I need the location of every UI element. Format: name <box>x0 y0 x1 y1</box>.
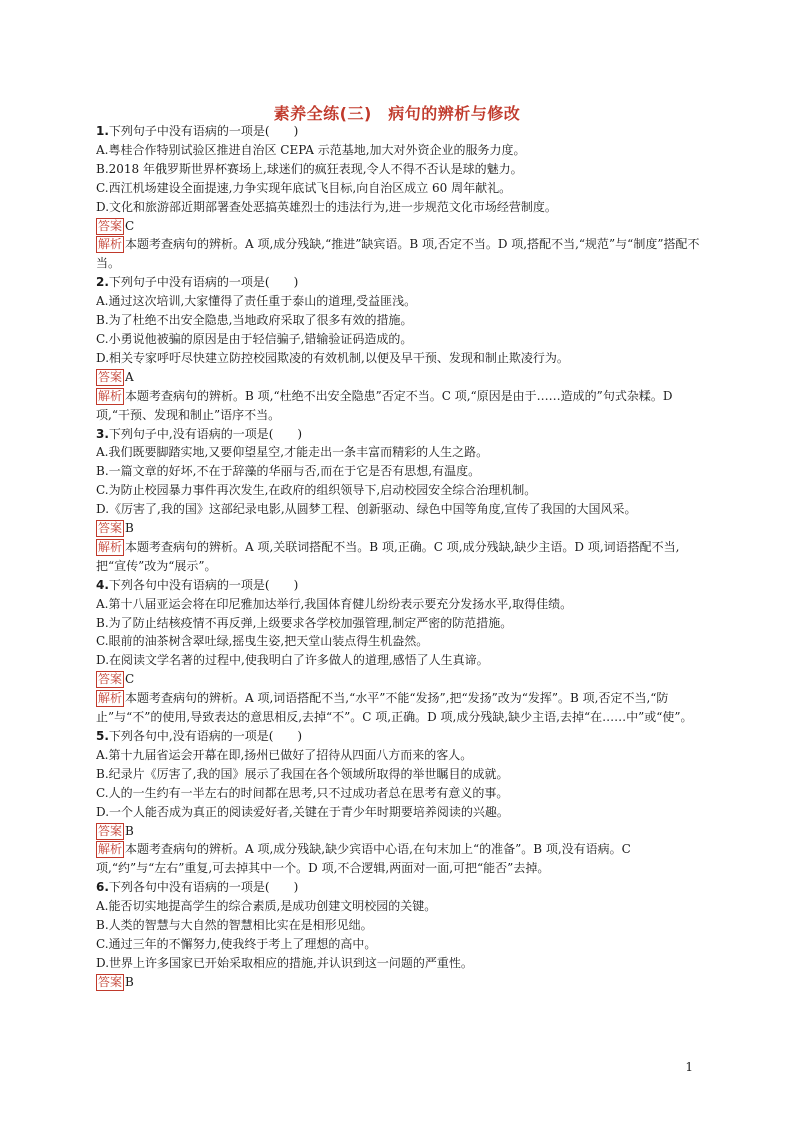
analysis-tag: 解析 <box>98 237 123 252</box>
answer-value: C <box>125 672 135 687</box>
question-2 <box>96 273 700 424</box>
analysis-tag: 解析 <box>98 388 123 403</box>
option-c: C.眼前的油茶树含翠吐绿,摇曳生姿,把天堂山装点得生机盎然。 <box>96 634 429 649</box>
analysis-text: 本题考查病句的辨析。A 项,成分残缺,缺少宾语中心语,在句末加上“的准备”。B 项,没有语病。C 项,“约”与“左右”重复,可去掉其中一个。D 项,不合逻辑,两面对一面,可把“能否”去掉。 <box>96 842 631 876</box>
option-d: D.《厉害了,我的国》这部纪录电影,从圆梦工程、创新驱动、绿色中国等角度,宣传了我国的大国风采。 <box>96 502 637 517</box>
option-a: A.粤桂合作特别试验区推进自治区 CEPA 示范基地,加大对外资企业的服务力度。 <box>96 142 526 157</box>
analysis-tag: 解析 <box>98 842 123 857</box>
analysis-text: 本题考查病句的辨析。A 项,词语搭配不当,“水平”不能“发扬”,把“发扬”改为“发挥”。B 项,否定不当,“防止”与“不”的使用,导致表达的意思相反,去掉“不”。C 项,正确。D 项,成分残缺,缺少主语,去掉“在……中”或“使”。 <box>96 691 693 725</box>
answer-value: B <box>125 823 134 838</box>
option-d: D.相关专家呼吁尽快建立防控校园欺凌的有效机制,以便及早干预、发现和制止欺凌行为。 <box>96 350 569 365</box>
option-a: A.通过这次培训,大家懂得了责任重于泰山的道理,受益匪浅。 <box>96 294 417 309</box>
question-3 <box>96 425 700 576</box>
question-number: 3. <box>96 426 109 441</box>
answer-tag: 答案 <box>98 974 123 989</box>
question-stem: 下列句子中,没有语病的一项是( ) <box>108 426 303 441</box>
analysis-text: 本题考查病句的辨析。B 项,“杜绝不出安全隐患”否定不当。C 项,“原因是由于……造成的”句式杂糅。D 项,“干预、发现和制止”语序不当。 <box>96 388 673 422</box>
page-number: 1 <box>685 1060 693 1074</box>
question-4 <box>96 576 700 727</box>
question-6 <box>96 878 700 991</box>
question-number: 2. <box>96 275 109 290</box>
option-b: B.纪录片《厉害了,我的国》展示了我国在各个领域所取得的举世瞩目的成就。 <box>96 766 509 781</box>
analysis-row <box>96 840 700 878</box>
question-5 <box>96 727 700 878</box>
analysis-row <box>96 689 700 727</box>
answer-tag: 答案 <box>98 521 123 536</box>
option-d: D.世界上许多国家已开始采取相应的措施,并认识到这一问题的严重性。 <box>96 955 473 970</box>
option-c: C.西江机场建设全面提速,力争实现年底试飞目标,向自治区成立 60 周年献礼。 <box>96 180 512 195</box>
answer-row <box>96 519 700 538</box>
analysis-row <box>96 538 700 576</box>
option-c: C.为防止校园暴力事件再次发生,在政府的组织领导下,启动校园安全综合治理机制。 <box>96 483 537 498</box>
answer-tag: 答案 <box>98 823 123 838</box>
question-stem: 下列各句中没有语病的一项是( ) <box>108 880 299 895</box>
answer-value: B <box>125 521 134 536</box>
option-a: A.我们既要脚踏实地,又要仰望星空,才能走出一条丰富而精彩的人生之路。 <box>96 445 489 460</box>
page-title: 素养全练(三) 病句的辨析与修改 <box>273 104 521 123</box>
answer-tag: 答案 <box>98 369 123 384</box>
analysis-tag: 解析 <box>98 691 123 706</box>
answer-value: B <box>125 974 134 989</box>
analysis-text: 本题考查病句的辨析。A 项,关联词搭配不当。B 项,正确。C 项,成分残缺,缺少主语。D 项,词语搭配不当,把“宣传”改为“展示”。 <box>96 539 680 573</box>
question-stem: 下列各句中没有语病的一项是( ) <box>108 577 299 592</box>
analysis-row <box>96 235 700 273</box>
answer-row <box>96 670 700 689</box>
question-stem: 下列各句中,没有语病的一项是( ) <box>108 729 303 743</box>
question-1 <box>96 122 700 273</box>
option-a: A.第十九届省运会开幕在即,扬州已做好了招待从四面八方而来的客人。 <box>96 747 473 762</box>
answer-row <box>96 217 700 236</box>
answer-tag: 答案 <box>98 672 123 687</box>
option-d: D.一个人能否成为真正的阅读爱好者,关键在于青少年时期要培养阅读的兴趣。 <box>96 804 509 819</box>
option-a: A.能否切实地提高学生的综合素质,是成功创建文明校园的关键。 <box>96 899 437 914</box>
option-d: D.文化和旅游部近期部署查处恶搞英雄烈士的违法行为,进一步规范文化市场经营制度。 <box>96 199 557 214</box>
question-stem: 下列句子中没有语病的一项是( ) <box>108 275 299 290</box>
question-number: 4. <box>96 577 109 592</box>
answer-value: A <box>125 369 134 384</box>
question-number: 5. <box>96 729 109 743</box>
analysis-tag: 解析 <box>98 539 123 554</box>
option-b: B.为了防止结核疫情不再反弹,上级要求各学校加强管理,制定严密的防范措施。 <box>96 615 513 630</box>
option-b: B.2018 年俄罗斯世界杯赛场上,球迷们的疯狂表现,令人不得不否认是球的魅力。 <box>96 161 523 176</box>
option-d: D.在阅读文学名著的过程中,使我明白了许多做人的道理,感悟了人生真谛。 <box>96 653 489 668</box>
question-number: 1. <box>96 124 109 138</box>
analysis-text: 本题考查病句的辨析。A 项,成分残缺,“推进”缺宾语。B 项,否定不当。D 项,搭配不当,“规范”与“制度”搭配不当。 <box>96 237 700 271</box>
option-b: B.人类的智慧与大自然的智慧相比实在是相形见绌。 <box>96 918 373 933</box>
option-b: B.一篇文章的好坏,不在于辞藻的华丽与否,而在于它是否有思想,有温度。 <box>96 464 481 479</box>
analysis-row <box>96 387 700 425</box>
answer-value: C <box>125 218 135 233</box>
answer-row <box>96 973 700 992</box>
option-c: C.通过三年的不懈努力,使我终于考上了理想的高中。 <box>96 936 377 951</box>
question-number: 6. <box>96 880 109 895</box>
option-b: B.为了杜绝不出安全隐患,当地政府采取了很多有效的措施。 <box>96 313 413 328</box>
answer-row <box>96 822 700 841</box>
option-a: A.第十八届亚运会将在印尼雅加达举行,我国体育健儿纷纷表示要充分发扬水平,取得佳绩。 <box>96 596 573 611</box>
question-list <box>96 122 700 992</box>
answer-row <box>96 368 700 387</box>
question-stem: 下列句子中没有语病的一项是( ) <box>108 124 299 138</box>
option-c: C.小勇说他被骗的原因是由于轻信骗子,错输验证码造成的。 <box>96 331 413 346</box>
answer-tag: 答案 <box>98 218 123 233</box>
option-c: C.人的一生约有一半左右的时间都在思考,只不过成功者总在思考有意义的事。 <box>96 785 509 800</box>
